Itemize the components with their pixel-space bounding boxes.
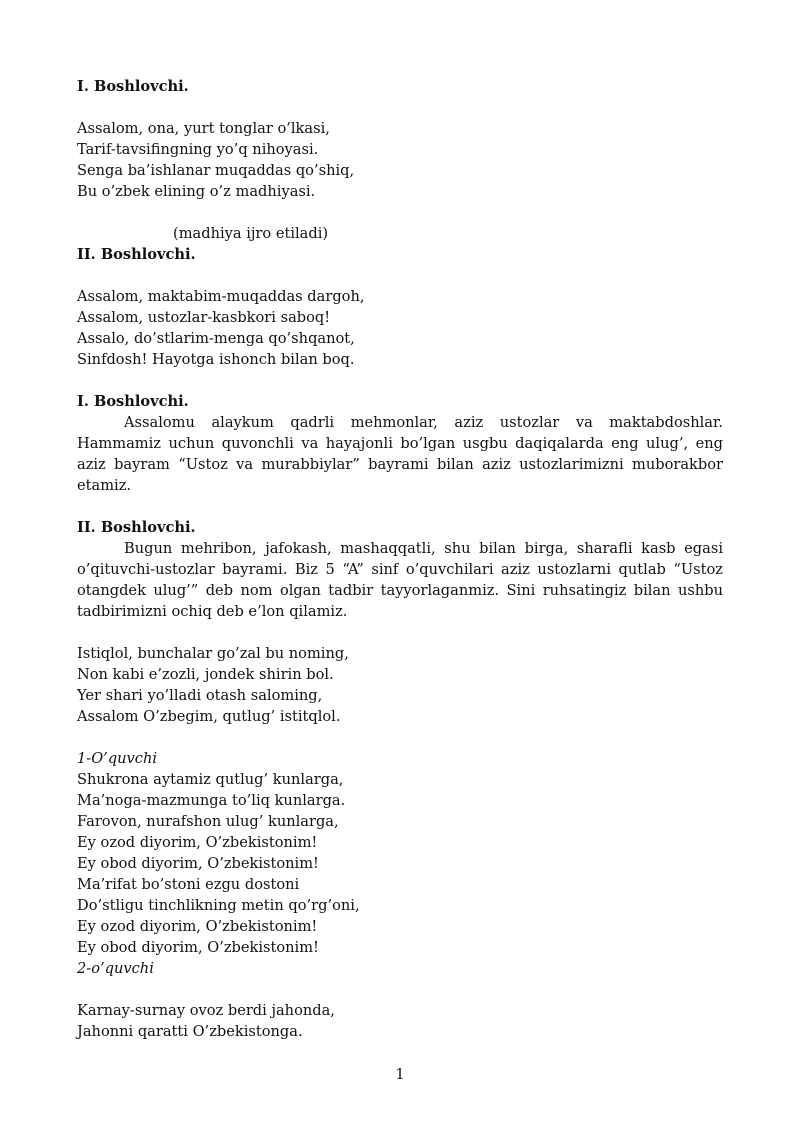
verse-line: Shukrona aytamiz qutlug’ kunlarga, <box>77 771 344 788</box>
verse-line: Ma’rifat bo’stoni ezgu dostoni <box>77 876 300 893</box>
verse-line: Bu o’zbek elining o’z madhiyasi. <box>77 183 316 200</box>
spacer <box>77 979 723 1000</box>
section-heading: II. Boshlovchi. <box>77 519 196 536</box>
verse-line: Assalom, ona, yurt tonglar o’lkasi, <box>77 120 330 137</box>
spacer <box>77 496 723 517</box>
verse-line: Farovon, nurafshon ulug’ kunlarga, <box>77 813 339 830</box>
verse-first-pupil <box>77 769 723 958</box>
verse-line: Ey obod diyorim, O’zbekistonim! <box>77 939 319 956</box>
verse-line: Sinfdosh! Hayotga ishonch bilan boq. <box>77 351 355 368</box>
speaker-label: 2-o’quvchi <box>77 960 154 977</box>
verse-independence <box>77 643 723 727</box>
verse-anthem-intro <box>77 118 723 202</box>
speech-paragraph: Bugun mehribon, jafokash, mashaqqatli, shu bilan birga, sharafli kasb egasi o’qituvchi-ustozlar bayrami. Biz 5 “A” sinf o’quvchilari aziz ustozlarni qutlab “Ustoz otangdek ulug’” deb nom olgan tadbir tayyorlaganmiz. Sini ruhsatingiz bilan ushbu tadbirimizni ochiq deb e’lon qilamiz. <box>77 540 723 620</box>
page-number: 1 <box>395 1066 405 1083</box>
verse-line: Ey obod diyorim, O’zbekistonim! <box>77 855 319 872</box>
section-heading: I. Boshlovchi. <box>77 393 189 410</box>
verse-line: Ma’noga-mazmunga to’liq kunlarga. <box>77 792 346 809</box>
verse-line: Assalom, ustozlar-kasbkori saboq! <box>77 309 331 326</box>
verse-line: Jahonni qaratti O’zbekistonga. <box>77 1023 303 1040</box>
section-heading: I. Boshlovchi. <box>77 78 189 95</box>
speech-paragraph: Assalomu alaykum qadrli mehmonlar, aziz ustozlar va maktabdoshlar. Hammamiz uchun quvonchli va hayajonli bo’lgan usgbu daqiqalarda eng ulug’, eng aziz bayram “Ustoz va murabbiylar” bayrami bilan aziz ustozlarimizni muborakbor etamiz. <box>77 414 723 494</box>
section-heading: II. Boshlovchi. <box>77 246 196 263</box>
verse-line: Ey ozod diyorim, O’zbekistonim! <box>77 834 318 851</box>
speaker-label: 1-O’quvchi <box>77 750 158 767</box>
spacer <box>77 97 723 118</box>
verse-second-pupil <box>77 1000 723 1042</box>
verse-line: Senga ba’ishlanar muqaddas qo’shiq, <box>77 162 355 179</box>
spacer <box>77 202 723 223</box>
verse-line: Yer shari yo’lladi otash saloming, <box>77 687 323 704</box>
verse-line: Assalom, maktabim-muqaddas dargoh, <box>77 288 365 305</box>
verse-line: Karnay-surnay ovoz berdi jahonda, <box>77 1002 335 1019</box>
spacer <box>77 265 723 286</box>
verse-line: Assalom O’zbegim, qutlug’ istitqlol. <box>77 708 341 725</box>
spacer <box>77 727 723 748</box>
verse-school-greeting <box>77 286 723 370</box>
spacer <box>77 370 723 391</box>
stage-direction-note: (madhiya ijro etiladi) <box>173 225 329 242</box>
verse-line: Istiqlol, bunchalar go’zal bu noming, <box>77 645 349 662</box>
verse-line: Non kabi e’zozli, jondek shirin bol. <box>77 666 334 683</box>
verse-line: Ey ozod diyorim, O’zbekistonim! <box>77 918 318 935</box>
spacer <box>77 622 723 643</box>
verse-line: Assalo, do’stlarim-menga qo’shqanot, <box>77 330 355 347</box>
verse-line: Tarif-tavsifingning yo’q nihoyasi. <box>77 141 319 158</box>
verse-line: Do’stligu tinchlikning metin qo’rg’oni, <box>77 897 360 914</box>
